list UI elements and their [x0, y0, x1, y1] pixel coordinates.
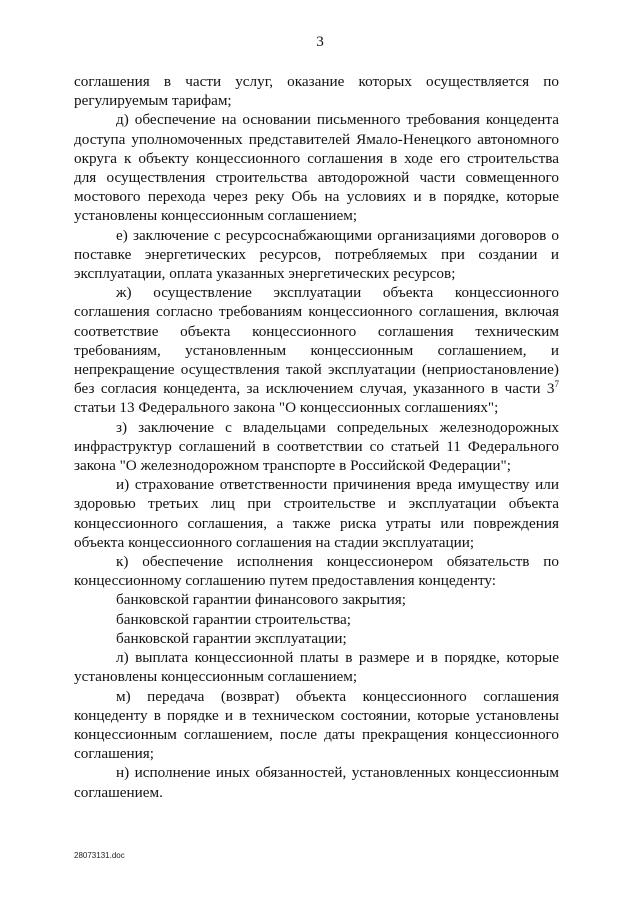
- guarantee-operation: банковской гарантии эксплуатации;: [116, 629, 347, 647]
- paragraph-n: н) исполнение иных обязанностей, установленных концессионным соглашением.: [74, 764, 559, 801]
- paragraph-zh-tail: статьи 13 Федерального закона "О концессионных соглашениях";: [74, 399, 499, 417]
- paragraph-m: м) передача (возврат) объекта концессионного соглашения концеденту в порядке и в техническом состоянии, которые установлены концессионным соглашением, после даты прекращения концессионного соглашения;: [74, 687, 559, 763]
- paragraph-k: к) обеспечение исполнения концессионером обязательств по концессионному соглашению путем предоставления концеденту:: [74, 553, 559, 590]
- file-name-footer: 28073131.doc: [74, 851, 125, 860]
- guarantee-construction: банковской гарантии строительства;: [116, 610, 351, 628]
- page-number: 3: [316, 33, 324, 50]
- paragraph-l: л) выплата концессионной платы в размере и в порядке, которые установлены концессионным соглашением;: [74, 649, 559, 686]
- paragraph-e: е) заключение с ресурсоснабжающими организациями договоров о поставке энергетических ресурсов, потребляемых при создании и эксплуатации, оплата указанных энергетических ресурсов;: [74, 226, 559, 283]
- paragraph-zh: [74, 283, 559, 417]
- guarantee-financial-closing: банковской гарантии финансового закрытия;: [116, 591, 406, 609]
- paragraph-continuation: соглашения в части услуг, оказание которых осуществляется по регулируемым тарифам;: [74, 73, 559, 110]
- paragraph-zh-text: ж) осуществление эксплуатации объекта концессионного соглашения согласно требованиям концессионного соглашения, включая соответствие объекта концессионного соглашения техническим требованиям, установленным концессионным соглашением, и непрекращение осуществления такой эксплуатации (неприостановление) без согласия концедента, за исключением случая, указанного в части 3: [74, 284, 559, 398]
- paragraph-i: и) страхование ответственности причинения вреда имуществу или здоровью третьих лиц при строительстве и эксплуатации объекта концессионного соглашения, а также риска утраты или повреждения объекта концессионного соглашения на стадии эксплуатации;: [74, 476, 559, 551]
- paragraph-z: з) заключение с владельцами сопредельных железнодорожных инфраструктур соглашений в соответствии со статьей 11 Федерального закона "О железнодорожном транспорте в Российской Федерации";: [74, 418, 559, 475]
- paragraph-d: д) обеспечение на основании письменного требования концедента доступа уполномоченных представителей Ямало-Ненецкого автономного округа к объекту концессионного соглашения в ходе его строительства для осуществления строительства автодорожной части совмещенного мостового перехода через реку Обь на условиях и в порядке, которые установлены концессионным соглашением;: [74, 111, 559, 225]
- document-body: [74, 72, 559, 802]
- paragraph-zh-superscript: 7: [554, 379, 559, 390]
